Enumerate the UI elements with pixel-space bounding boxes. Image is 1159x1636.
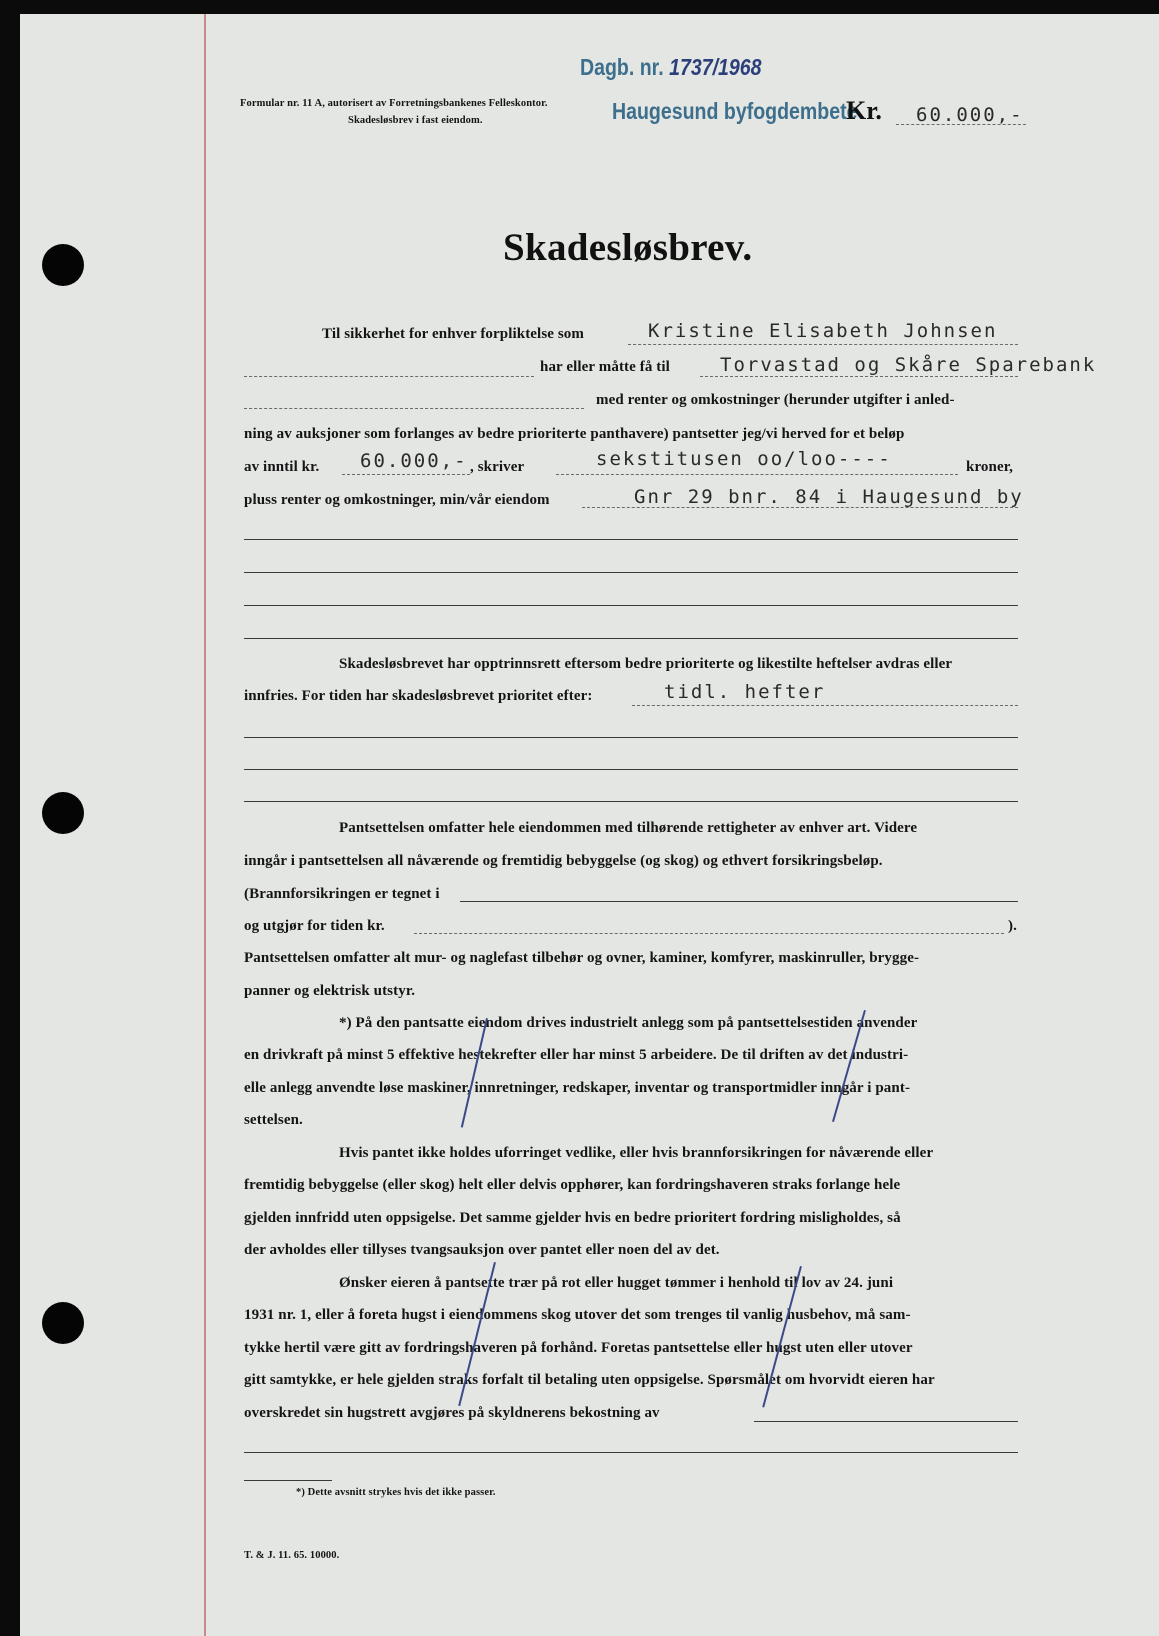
blank-line <box>244 638 1018 639</box>
coverage-line-3: (Brannforsikringen er tegnet i <box>244 886 440 902</box>
punch-hole-middle <box>42 792 84 834</box>
punch-hole-bottom <box>42 1302 84 1344</box>
priority-line <box>632 705 1018 706</box>
forestry-cost-line <box>754 1421 1018 1422</box>
blank-line <box>244 769 1018 770</box>
footnote: *) Dette avsnitt strykes hvis det ikke passer. <box>296 1487 496 1498</box>
coverage-line-6: panner og elektrisk utstyr. <box>244 983 416 999</box>
industrial-line-2: en drivkraft på minst 5 effektive hestekrefter eller har minst 5 arbeidere. De til driften av det industri- <box>244 1047 909 1063</box>
blank-line <box>244 1452 1018 1453</box>
creditor-name: Kristine Elisabeth Johnsen <box>648 320 998 342</box>
bank-line-2 <box>244 408 584 409</box>
insurance-line <box>460 901 1018 902</box>
form-line-2: Skadesløsbrev i fast eiendom. <box>348 115 483 126</box>
bank-line <box>700 376 1018 377</box>
insurance-amount-line <box>414 933 1004 934</box>
property-description: Gnr 29 bnr. 84 i Haugesund by <box>634 486 1024 508</box>
creditor-line-2 <box>244 376 534 377</box>
margin-rule <box>204 14 206 1636</box>
amount-figures: 60.000,- <box>360 450 468 472</box>
coverage-line-1: Pantsettelsen omfatter hele eiendommen med tilhørende rettigheter av enhver art. Videre <box>339 820 918 836</box>
forestry-line-5: overskredet sin hugstrett avgjøres på skyldnerens bekostning av <box>244 1405 660 1421</box>
form-line-1: Formular nr. 11 A, autorisert av Forretningsbankenes Felleskontor. <box>240 98 548 109</box>
blank-line <box>244 539 1018 540</box>
coverage-line-2: inngår i pantsettelsen all nåværende og fremtidig bebyggelse (og skog) og ethvert forsikringsbeløp. <box>244 853 883 869</box>
industrial-line-3: elle anlegg anvendte løse maskiner, innretninger, redskaper, inventar og transportmidler inngår i pant- <box>244 1080 911 1096</box>
forestry-line-1: Ønsker eieren å pantsette trær på rot eller hugget tømmer i henhold til lov av 24. juni <box>339 1275 894 1291</box>
industrial-line-1: *) På den pantsatte eiendom drives industrielt anlegg som på pantsettelsestiden anvender <box>339 1015 918 1031</box>
printer-mark: T. & J. 11. 65. 10000. <box>244 1550 340 1561</box>
line-creditor-label: Til sikkerhet for enhver forpliktelse som <box>322 326 585 342</box>
forestry-line-3: tykke hertil være gitt av fordringshaveren på forhånd. Foretas pantsettelse eller hugst uten eller utover <box>244 1340 913 1356</box>
amount-label: av inntil kr. <box>244 459 320 475</box>
line-3: med renter og omkostninger (herunder utgifter i anled- <box>596 392 955 408</box>
coverage-line-5: Pantsettelsen omfatter alt mur- og naglefast tilbehør og ovner, kaminer, komfyrer, maskinruller, brygge- <box>244 950 920 966</box>
footnote-rule <box>244 1480 332 1481</box>
coverage-line-4: og utgjør for tiden kr. <box>244 918 385 934</box>
kr-amount: 60.000,- <box>916 104 1024 126</box>
forestry-line-4: gitt samtykke, er hele gjelden straks forfalt til betaling uten oppsigelse. Spørsmålet om hvorvidt eieren har <box>244 1372 935 1388</box>
bank-name: Torvastad og Skåre Sparebank <box>720 354 1097 376</box>
amount-words: sekstitusen oo/loo---- <box>596 448 892 470</box>
stamp-reg-label: Dagb. nr. <box>580 54 664 80</box>
line-4: ning av auksjoner som forlanges av bedre prioriterte panthavere) pantsetter jeg/vi herved for et beløp <box>244 426 905 442</box>
blank-line <box>244 572 1018 573</box>
line-bank-label: har eller måtte få til <box>540 359 670 375</box>
kr-amount-line <box>896 124 1026 125</box>
punch-hole-top <box>42 244 84 286</box>
maintenance-line-3: gjelden innfridd uten oppsigelse. Det samme gjelder hvis en bedre prioritert fordring misligholdes, så <box>244 1210 901 1226</box>
maintenance-line-4: der avholdes eller tillyses tvangsauksjon over pantet eller noen del av det. <box>244 1242 720 1258</box>
forestry-line-2: 1931 nr. 1, eller å foreta hugst i eiendommens skog utover det som trenges til vanlig husbehov, må sam- <box>244 1307 911 1323</box>
property-line <box>582 507 1018 508</box>
priority-para-line-2: innfries. For tiden har skadesløsbrevet prioritet efter: <box>244 688 593 704</box>
document-title: Skadesløsbrev. <box>503 226 753 269</box>
blank-line <box>244 737 1018 738</box>
property-label: pluss renter og omkostninger, min/vår eiendom <box>244 492 550 508</box>
blank-line <box>244 801 1018 802</box>
creditor-line <box>628 344 1018 345</box>
amount-figures-line <box>342 474 470 475</box>
blank-line <box>244 605 1018 606</box>
industrial-line-4: settelsen. <box>244 1112 303 1128</box>
priority-para-line-1: Skadesløsbrevet har opptrinnsrett eftersom bedre prioriterte og likestilte heftelser avdras eller <box>339 656 953 672</box>
registration-stamp <box>580 54 762 81</box>
kr-label: Kr. <box>846 96 882 125</box>
priority-value: tidl. hefter <box>664 681 826 703</box>
court-stamp: Haugesund byfogdembete <box>612 98 858 124</box>
maintenance-line-2: fremtidig bebyggelse (eller skog) helt eller delvis opphører, kan fordringshaveren straks forlange hele <box>244 1177 901 1193</box>
stamp-reg-number: 1737/1968 <box>669 54 762 80</box>
coverage-line-4-end: ). <box>1008 918 1017 934</box>
maintenance-line-1: Hvis pantet ikke holdes uforringet vedlike, eller hvis brannforsikringen for nåværende eller <box>339 1145 934 1161</box>
kroner-label: kroner, <box>966 459 1013 475</box>
writes-label: , skriver <box>470 459 525 475</box>
amount-words-line <box>556 474 958 475</box>
